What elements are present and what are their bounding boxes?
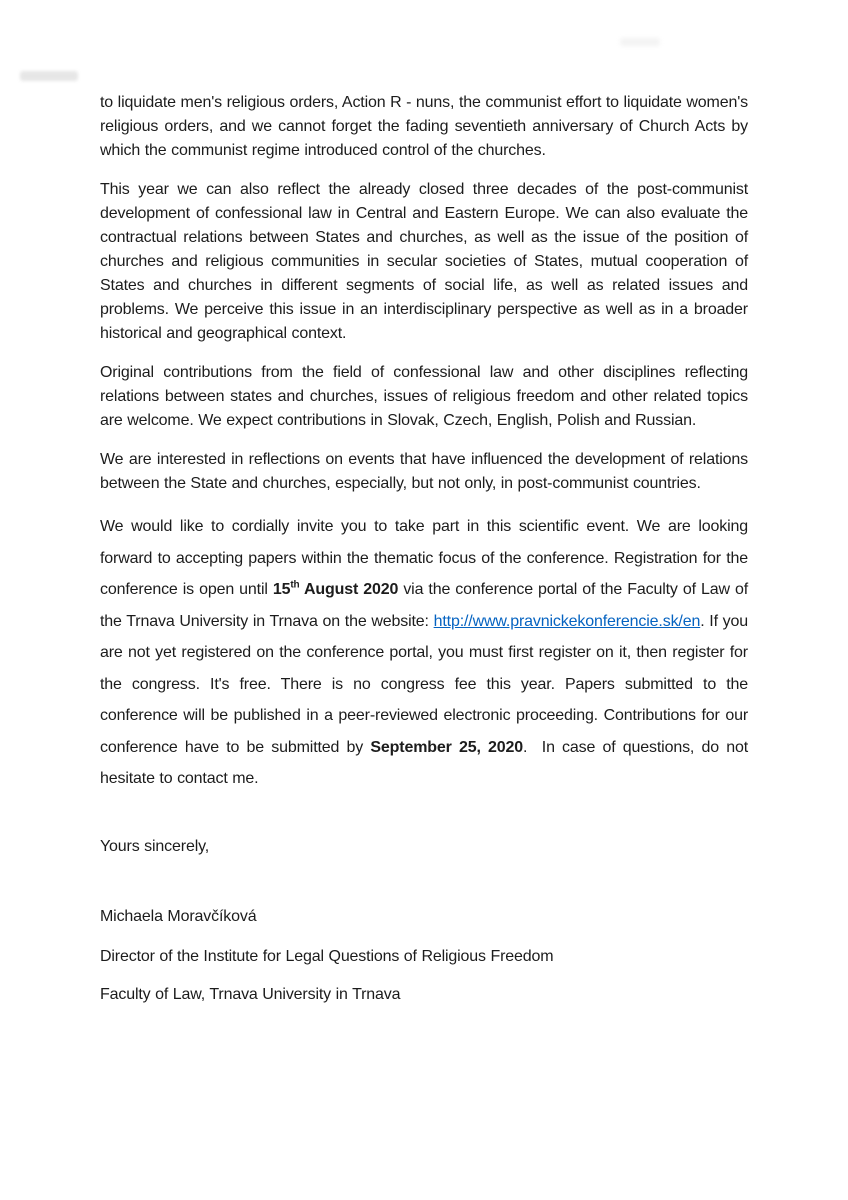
paragraph	[100, 91, 748, 163]
paragraph	[100, 448, 748, 496]
text-run: This year we can also reflect the already closed three decades of the post-communist development of confessional law in Central and Eastern Europe. We can also evaluate the contractual relations between States and churches, as well as the issue of the position of churches and religious communities in secular societies of States, mutual cooperation of States and churches in different segments of social life, as well as related issues and problems. We perceive this issue in an interdisciplinary perspective as well as in a broader historical and geographical context.	[100, 181, 748, 342]
text-run: via the conference portal of the Faculty of Law of the Trnava University in Trnava on the website:	[100, 581, 748, 630]
paragraph	[100, 511, 748, 795]
text-run: . In case of questions, do not hesitate to contact me.	[100, 738, 748, 787]
signature-name: Michaela Moravčíková	[100, 907, 257, 925]
document-body	[100, 91, 748, 795]
text-run: . If you are not yet registered on the conference portal, you must first register on it, then register for the congress. It's free. There is no congress fee this year. Papers submitted to the conference will be published in a peer-reviewed electronic proceeding. Contributions for our conference have to be submitted by	[100, 612, 748, 756]
text-run: 15	[272, 581, 291, 598]
signature-affiliation: Faculty of Law, Trnava University in Trnava	[100, 985, 401, 1003]
scan-artifact	[620, 38, 660, 46]
text-run: We are interested in reflections on events that have influenced the development of relations between the State and churches, especially, but not only, in post-communist countries.	[100, 451, 748, 492]
conference-portal-link[interactable]: http://www.pravnickekonferencie.sk/en	[433, 612, 701, 630]
signature-title: Director of the Institute for Legal Questions of Religious Freedom	[100, 947, 554, 965]
letter-content	[100, 91, 748, 1007]
scan-artifact	[20, 71, 78, 81]
paragraph	[100, 178, 748, 346]
text-run: August 2020	[299, 581, 399, 598]
closing-line: Yours sincerely,	[100, 837, 210, 855]
text-run: to liquidate men's religious orders, Action R - nuns, the communist effort to liquidate women's religious orders, and we cannot forget the fading seventieth anniversary of Church Acts by which the communist regime introduced control of the churches.	[100, 94, 748, 159]
text-run: September 25, 2020	[370, 738, 523, 756]
superscript-text: th	[290, 579, 300, 591]
paragraph	[100, 361, 748, 433]
text-run: We would like to cordially invite you to take part in this scientific event. We are looking forward to accepting papers within the thematic focus of the conference. Registration for the conference is open until	[100, 518, 748, 598]
text-run: Original contributions from the field of confessional law and other disciplines reflecting relations between states and churches, issues of religious freedom and other related topics are welcome. We expect contributions in Slovak, Czech, English, Polish and Russian.	[100, 364, 748, 429]
